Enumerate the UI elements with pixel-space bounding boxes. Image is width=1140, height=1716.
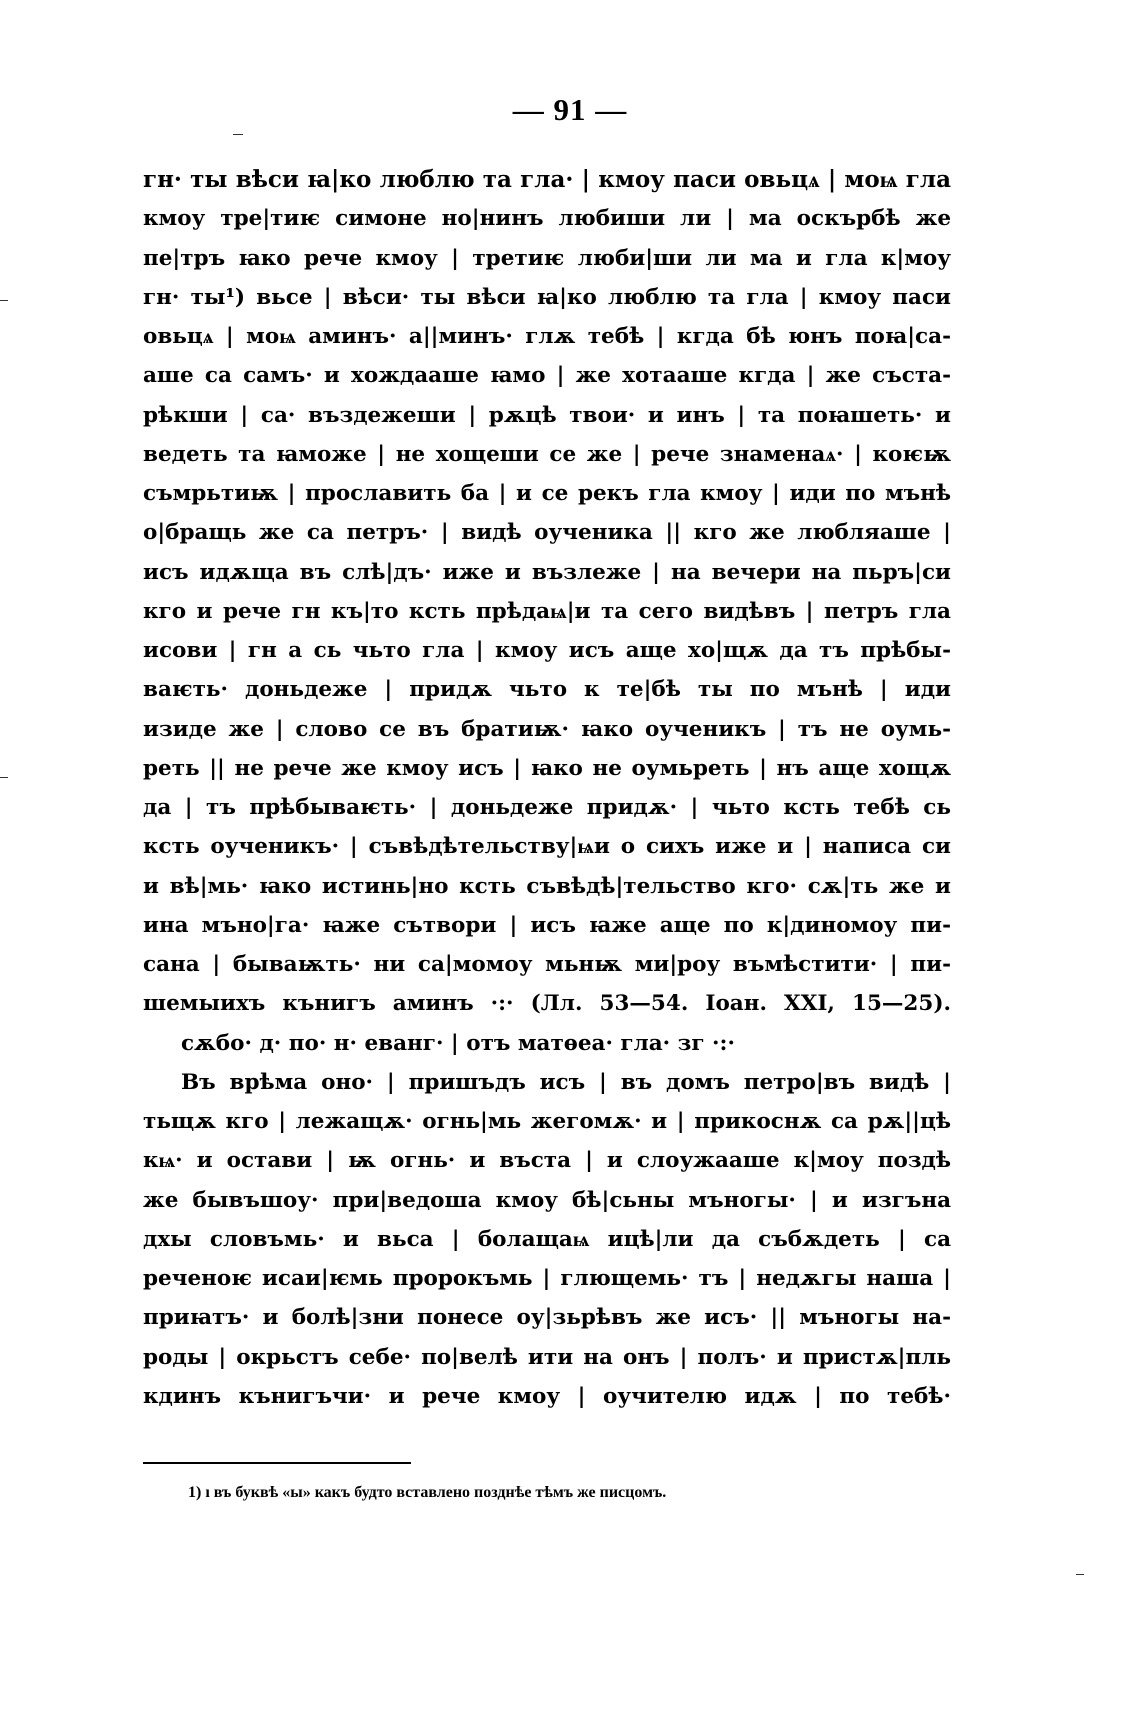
text-line: реть || не рече же кмоу исъ | ꙗко не оумьреть | нъ аще хощѫ	[143, 755, 951, 781]
text-line: пе|тръ ꙗко рече кмоу | третиѥ люби|ши ли ма и гла к|моу	[143, 245, 951, 271]
text-line: гн· ты¹) вьсе | вѣси· ты вѣси ꙗ|ко люблю та гла | кмоу паси	[143, 284, 951, 310]
scan-mark	[233, 134, 243, 135]
text-line: съмрьтиѭ | прославить ба | и се рекъ гла кмоу | иди по мънѣ	[143, 481, 951, 506]
text-line: же бывъшоу· при|ведоша кмоу бѣ|сьны мъногы· | и изгъна	[143, 1187, 951, 1213]
scan-mark	[0, 300, 8, 301]
text-line: Въ врѣма оно· | пришъдъ исъ | въ домъ петро|въ видѣ |	[181, 1069, 951, 1095]
text-line: ваѥть· доньдеже | придѫ чьто к те|бѣ ты по мънѣ | иди	[143, 677, 951, 703]
text-line: ксть оученикъ· | съвѣдѣтельству|ѩи о сихъ иже и | написа си	[143, 834, 951, 860]
footnote: 1) ı въ буквѣ «ы» какъ будто вставлено позднѣе тѣмъ же писцомъ.	[188, 1484, 667, 1501]
text-line: кмоу тре|тиѥ симоне но|нинъ любиши ли | ма оскърбѣ же	[143, 206, 951, 232]
scan-mark	[1076, 1574, 1084, 1575]
footnote-divider	[143, 1462, 411, 1464]
text-line: да | тъ прѣбываѥть· | доньдеже придѫ· | чьто ксть тебѣ сь	[143, 795, 951, 820]
text-line: гн· ты вѣси ꙗ|ко люблю та гла· | кмоу паси овьцѧ | моѩ гла	[143, 166, 951, 193]
main-text-block	[143, 160, 951, 1416]
text-line: и вѣ|мь· ꙗко истинь|но ксть съвѣдѣ|тельство кго· сѫ|ть же и	[143, 873, 951, 899]
text-line: сана | бываѭть· ни са|момоу мьнѭ ми|роу въмѣстити· | пи-	[143, 952, 951, 977]
text-line: роды | окрьстъ себе· по|велѣ ити на онъ | полъ· и пристѫ|пль	[143, 1344, 951, 1370]
text-line: овьцѧ | моѩ аминъ· а||минъ· глѫ тебѣ | кгда бѣ юнъ поꙗ|са-	[143, 324, 951, 349]
text-line: ведеть та ꙗможе | не хощеши се же | рече знаменаѧ· | коѥѭ	[143, 441, 951, 467]
text-line: исови | гн а сь чьто гла | кмоу исъ аще хо|щѫ да тъ прѣбы-	[143, 638, 951, 663]
text-line: аше са самъ· и хождааше ꙗмо | же хотааше кгда | же съста-	[143, 363, 951, 389]
text-line: о|бращь же са петръ· | видѣ оученика || кго же любляаше |	[143, 520, 951, 546]
text-line: изиде же | слово се въ братиѭ· ꙗко оученикъ | тъ не оумь-	[143, 716, 951, 742]
text-line: приꙗтъ· и болѣ|зни понесе оу|зьрѣвъ же исъ· || мъногы на-	[143, 1305, 951, 1331]
text-line: реченоѥ исаи|ѥмь пророкъмь | глющемь· тъ | недѫгы наша |	[143, 1266, 951, 1291]
section-title: сѫбо· д· по· н· еванг· | отъ матѳеа· гла· зг ·:·	[181, 1030, 735, 1056]
text-line: рѣкши | са· въздежеши | рѫцѣ твои· и инъ | та поꙗшеть· и	[143, 402, 951, 428]
scan-mark	[0, 777, 8, 778]
text-line: кдинъ кънигъчи· и рече кмоу | оучителю идѫ | по тебѣ·	[143, 1383, 951, 1409]
text-line: ина мъно|га· ꙗже сътвори | исъ ꙗже аще по к|диномоу пи-	[143, 912, 951, 938]
text-line: кѩ· и остави | ѭ огнь· и въста | и слоужааше к|моу поздѣ	[143, 1148, 951, 1174]
text-line: кго и рече гн къ|то ксть прѣдаѩ|и та сего видѣвъ | петръ гла	[143, 598, 951, 624]
text-line: тьщѫ кго | лежащѫ· огнь|мь жегомѫ· и | прикоснѫ са рѫ||цѣ	[143, 1109, 951, 1134]
text-line: дхы словъмь· и вьса | болащаѩ ицѣ|ли да събѫдеть | са	[143, 1226, 951, 1252]
text-line: шемыихъ кънигъ аминъ ·:· (Лл. 53—54. Іоан. XXI, 15—25).	[143, 991, 951, 1017]
text-line: исъ идѫща въ слѣ|дъ· иже и възлеже | на вечери на пьръ|си	[143, 559, 951, 585]
page-number: — 91 —	[512, 92, 628, 127]
